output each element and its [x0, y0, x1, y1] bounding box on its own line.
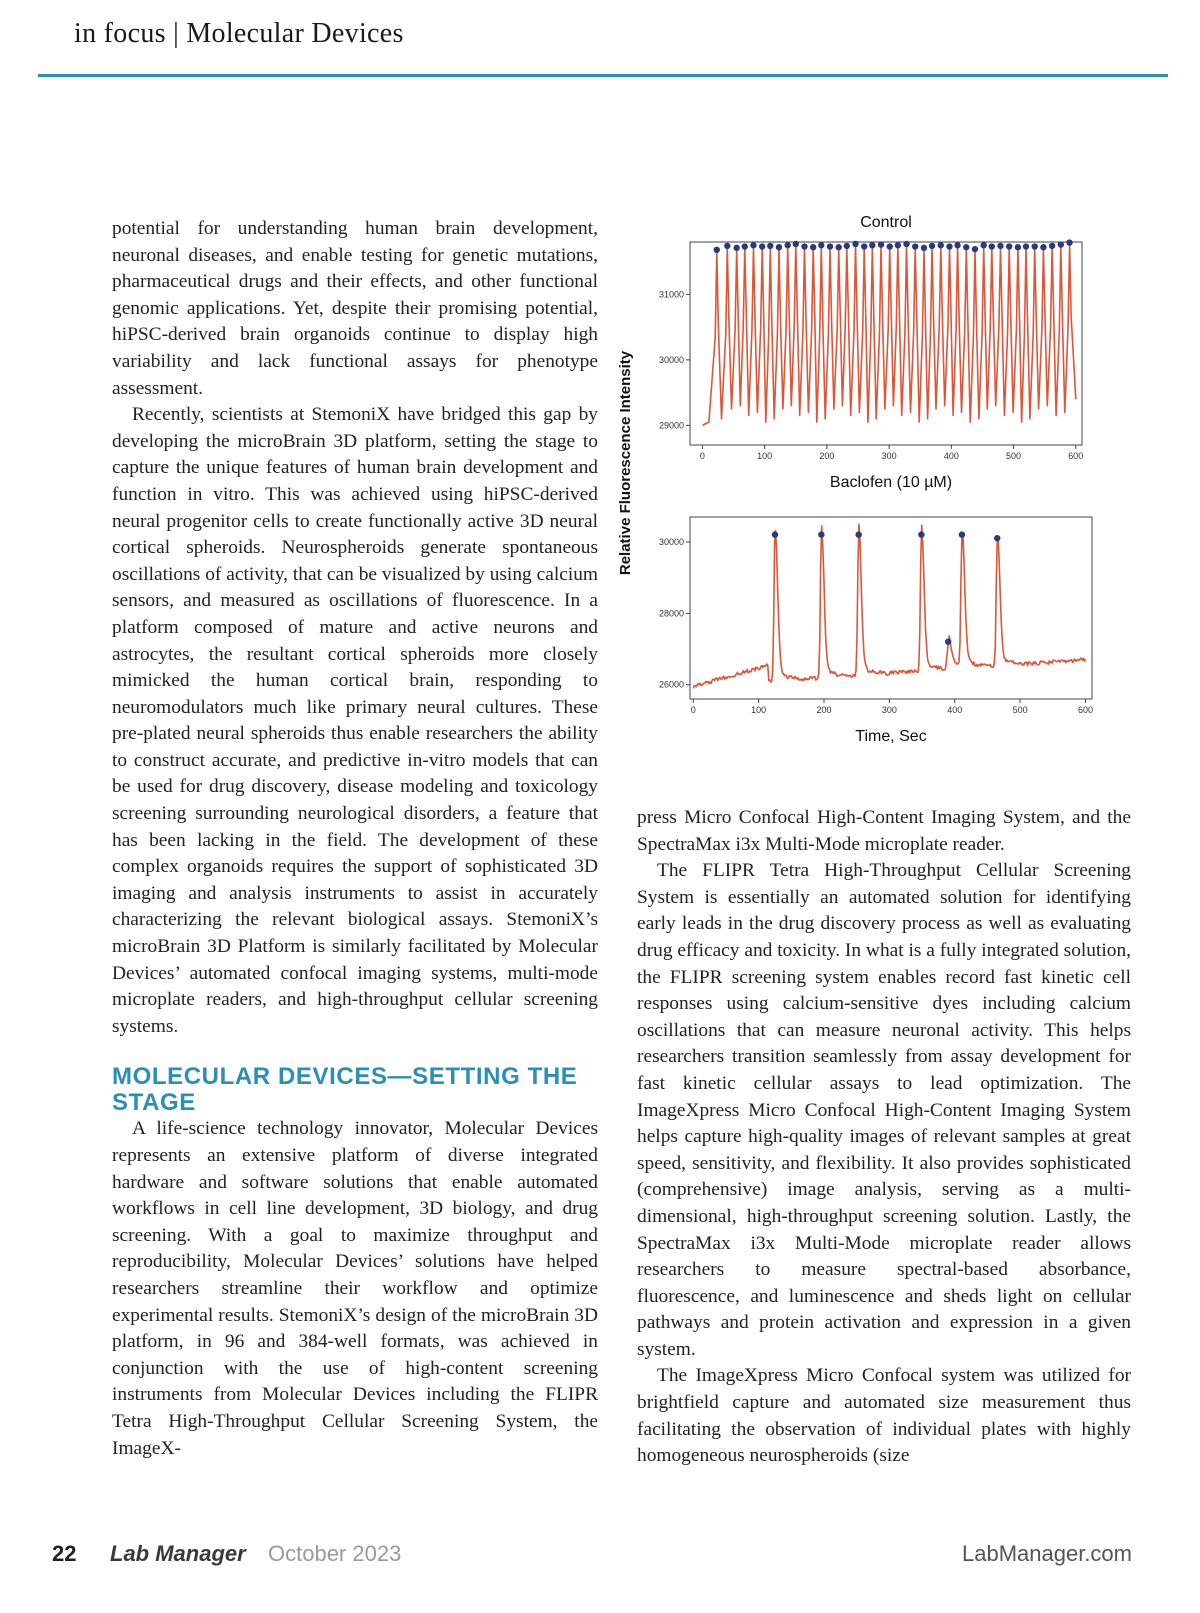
peak-marker: [818, 531, 824, 537]
x-tick-label: 400: [947, 705, 963, 715]
peak-marker: [772, 531, 778, 537]
page-number: 22: [52, 1541, 77, 1566]
peak-marker: [861, 243, 867, 249]
peak-marker: [855, 531, 861, 537]
section-heading: MOLECULAR DEVICES—SETTING THE STAGE: [112, 1063, 578, 1117]
peak-marker: [1066, 239, 1072, 245]
peak-marker: [980, 242, 986, 248]
header-rule: [38, 74, 1168, 77]
y-tick-label: 28000: [658, 608, 684, 619]
control-chart: [659, 214, 1083, 461]
x-tick-label: 600: [1068, 451, 1084, 461]
peak-marker: [1006, 243, 1012, 249]
chart-title: Baclofen (10 µM): [829, 474, 953, 491]
peak-marker: [929, 243, 935, 249]
issue-date: October 2023: [268, 1541, 402, 1566]
peak-marker: [959, 531, 965, 537]
body-paragraph: A life-science technology innovator, Molecular Devices represents an extensive platform of diverse integrated hardware and software solutions that enable automated workflows in cell line development, 3D biology, and drug screening. With a goal to maximize throughput and reproducibility, Molecular Devices’ solutions have helped researchers streamline their workflow and optimize experimental results. StemoniX’s design of the microBrain 3D platform, in 96 and 384-well formats, was achieved in conjunction with the use of high-content screening instruments from Molecular Devices including the FLIPR Tetra High-Throughput Cellular Screening System, the ImageX-: [112, 1118, 598, 1459]
chart-title: Control: [860, 214, 912, 231]
running-header: in focus | Molecular Devices: [74, 18, 404, 49]
x-tick-label: 100: [757, 451, 773, 461]
peak-marker: [818, 242, 824, 248]
peak-marker: [810, 244, 816, 250]
peak-marker: [784, 242, 790, 248]
peak-marker: [1015, 244, 1021, 250]
peak-marker: [724, 243, 730, 249]
y-tick-label: 30000: [658, 536, 684, 547]
x-tick-label: 0: [699, 451, 705, 461]
peak-marker: [844, 243, 850, 249]
website-link[interactable]: LabManager.com: [962, 1541, 1132, 1566]
peak-marker: [852, 241, 858, 247]
peak-marker: [776, 244, 782, 250]
peak-marker: [836, 244, 842, 250]
x-tick-label: 100: [751, 705, 767, 715]
peak-marker: [921, 245, 927, 251]
peak-marker: [972, 246, 978, 252]
peak-marker: [767, 243, 773, 249]
peak-marker: [918, 531, 924, 537]
y-tick-label: 26000: [658, 679, 684, 690]
peak-marker: [742, 243, 748, 249]
peak-marker: [750, 242, 756, 248]
body-paragraph: press Micro Confocal High-Content Imaging System, and the SpectraMax i3x Multi-Mode microplate reader.: [637, 807, 1131, 855]
x-tick-label: 200: [819, 451, 835, 461]
peak-marker: [801, 243, 807, 249]
peak-marker: [895, 242, 901, 248]
x-tick-label: 600: [1077, 705, 1093, 715]
x-tick-label: 300: [881, 451, 897, 461]
peak-marker: [994, 535, 1000, 541]
page-footer: [52, 1541, 1132, 1573]
magazine-name: Lab Manager: [110, 1541, 246, 1566]
body-paragraph: Recently, scientists at StemoniX have bridged this gap by developing the microBrain 3D platform, setting the stage to capture the unique features of human brain development and function in vitro. This was achieved using hiPSC-derived neural progenitor cells to create functionally active 3D neural cortical spheroids. Neurospheroids generate spontaneous oscillations of activity, that can be visualized by using calcium sensors, and measured as oscillations of fluorescence. In a platform composed of mature and active neurons and astrocytes, the resultant cortical spheroids more closely mimicked the human cortical brain, responding to neuromodulators much like primary neural cultures. These pre-plated neural spheroids thus enable researchers the ability to construct accurate, and predictive in-vitro models that can be used for drug discovery, disease modeling and toxicology screening surrounding neurological disorders, a feature that has been lacking in the field. The development of these complex organoids requires the support of sophisticated 3D imaging and analysis instruments to assist in accurately characterizing the relevant biological assays. StemoniX’s microBrain 3D Platform is similarly facilitated by Molecular Devices’ automated confocal imaging systems, multi-mode microplate readers, and high-throughput cellular screening systems.: [112, 404, 598, 1037]
peak-marker: [963, 244, 969, 250]
peak-marker: [938, 242, 944, 248]
peak-marker: [1032, 243, 1038, 249]
x-axis-label: Time, Sec: [855, 728, 927, 745]
peak-marker: [1058, 241, 1064, 247]
peak-marker: [946, 243, 952, 249]
peak-marker: [878, 241, 884, 247]
peak-marker: [714, 247, 720, 253]
peak-marker: [945, 638, 951, 644]
x-tick-label: 500: [1012, 705, 1028, 715]
peak-marker: [1023, 243, 1029, 249]
left-column: [112, 216, 598, 1462]
body-paragraph: The FLIPR Tetra High-Throughput Cellular Screening System is essentially an automated solution for identifying early leads in the drug discovery process as well as evaluating drug efficacy and toxicity. In what is a fully integrated solution, the FLIPR screening system enables record fast kinetic cell responses using calcium-sensitive dyes including calcium oscillations that can measure neuronal activity. This helps researchers transition seamlessly from assay development for fast kinetic cellular assays to lead optimization. The ImageXpress Micro Confocal High-Content Imaging System helps capture high-quality images of relevant samples at great speed, sensitivity, and flexibility. It also provides sophisticated (comprehensive) image analysis, serving as a multi-dimensional, high-throughput screening solution. Lastly, the SpectraMax i3x Multi-Mode microplate reader allows researchers to measure spectral-based absorbance, fluorescence, and luminescence and sheds light on cellular pathways and protein activation and expression in a given system.: [637, 860, 1131, 1360]
peak-marker: [989, 243, 995, 249]
peak-marker: [887, 243, 893, 249]
x-tick-label: 400: [943, 451, 959, 461]
peak-marker: [759, 243, 765, 249]
peak-marker: [1040, 244, 1046, 250]
baclofen-chart: [659, 474, 1093, 745]
y-axis-label: Relative Fluorescence Intensity: [617, 350, 634, 576]
y-tick-label: 31000: [658, 289, 684, 300]
peak-marker: [827, 243, 833, 249]
peak-marker: [954, 242, 960, 248]
peak-marker: [869, 242, 875, 248]
x-tick-label: 300: [881, 705, 897, 715]
body-paragraph: The ImageXpress Micro Confocal system was utilized for brightfield capture and automated size measurement thus facilitating the observation of individual plates with highly homogeneous neurospheroids (size: [637, 1365, 1131, 1467]
peak-marker: [912, 243, 918, 249]
x-tick-label: 0: [690, 705, 696, 715]
peak-marker: [733, 245, 739, 251]
body-paragraph: potential for understanding human brain development, neuronal diseases, and enable testing for genetic mutations, pharmaceutical drugs and their effects, and other functional genomic applications. Yet, despite their promising potential, hiPSC-derived brain organoids continue to display high variability and lack functional assays for phenotype assessment.: [112, 218, 598, 399]
peak-marker: [903, 241, 909, 247]
peak-marker: [997, 243, 1003, 249]
peak-marker: [793, 241, 799, 247]
calcium-oscillation-figure: [617, 205, 1140, 785]
y-tick-label: 30000: [658, 354, 684, 365]
x-tick-label: 200: [816, 705, 832, 715]
right-column: [637, 805, 1131, 1470]
peak-marker: [1049, 243, 1055, 249]
x-tick-label: 500: [1006, 451, 1022, 461]
y-tick-label: 29000: [658, 420, 684, 431]
